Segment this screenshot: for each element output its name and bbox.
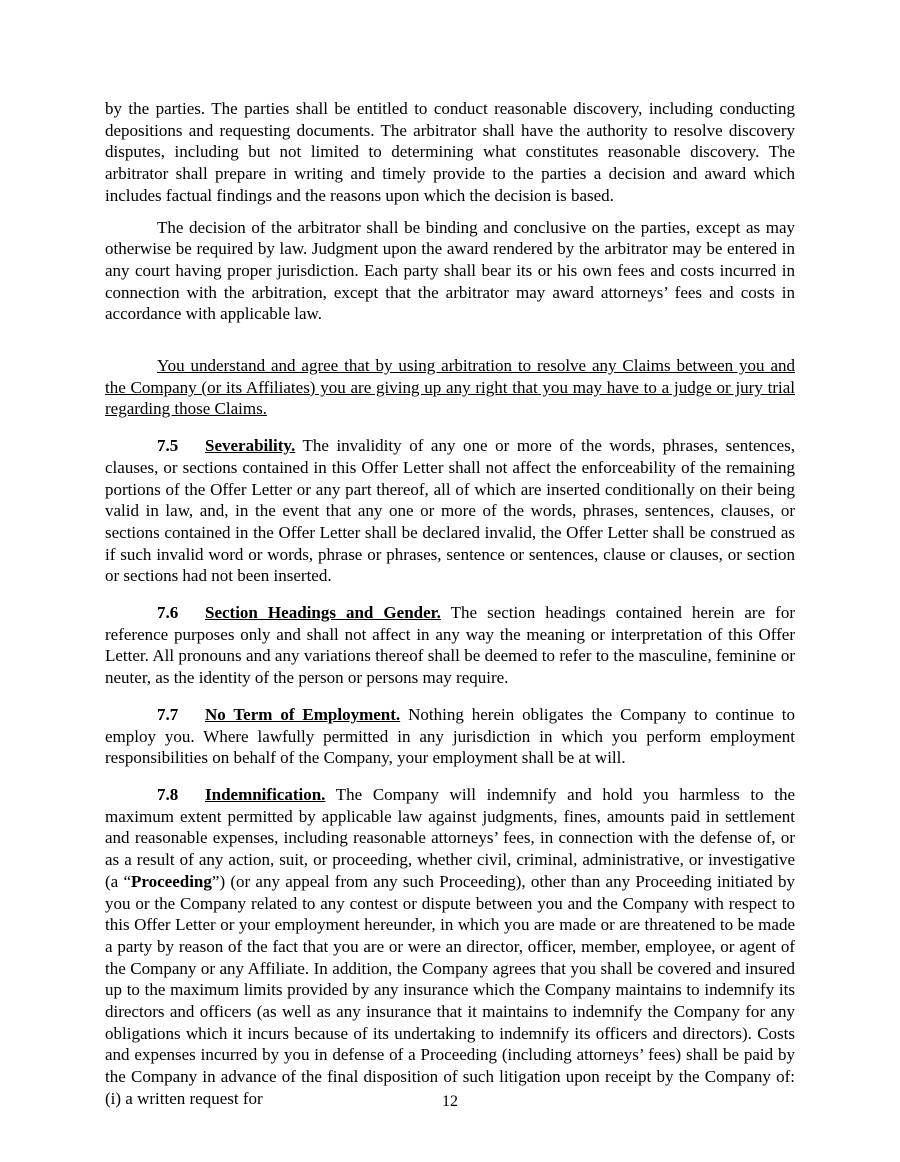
- para-discovery-text: by the parties. The parties shall be entitled to conduct reasonable discovery, including conducting depositions and requesting documents. The arbitrator shall have the authority to resolve discovery disputes, including but not limited to determining what constitutes reasonable discovery. The arbitrator shall prepare in writing and timely provide to the parties a decision and award which includes factual findings and the reasons upon which the decision is based.: [105, 99, 795, 205]
- section-number: 7.6: [157, 603, 179, 623]
- section-number: 7.8: [157, 784, 179, 804]
- page-content: [105, 98, 795, 1125]
- section-body: Nothing herein obligates the Company to continue to employ you. Where lawfully permitted in any jurisdiction in which you perform employment responsibilities on behalf of the Company, your employment shall be at will.: [105, 704, 795, 768]
- section-heading: No Term of Employment.: [205, 704, 401, 724]
- section-7-7: [105, 704, 795, 769]
- para-jury-waiver: [105, 355, 795, 420]
- section-heading: Indemnification.: [205, 784, 326, 804]
- para-discovery: [105, 98, 795, 207]
- section-body-pre: The Company will indemnify and hold you harmless to the maximum extent permitted by applicable law against judgments, fines, amounts paid in settlement and reasonable expenses, including reasonable attorneys’ fees, in connection with the defense of, or as a result of any action, suit, or proceeding, whether civil, criminal, administrative, or investigative (a “: [105, 784, 795, 891]
- defined-term: Proceeding: [131, 871, 212, 891]
- section-body: The invalidity of any one or more of the words, phrases, sentences, clauses, or sections contained in this Offer Letter shall not affect the enforceability of the remaining portions of the Offer Letter or any part thereof, all of which are inserted conditionally on their being valid in law, and, in the event that any one or more of the words, phrases, sentences, clauses, or sections contained in the Offer Letter shall be declared invalid, the Offer Letter shall be construed as if such invalid word or words, phrase or phrases, sentence or sentences, clause or clauses, or section or sections had not been inserted.: [105, 436, 795, 586]
- para-jury-waiver-text: You understand and agree that by using arbitration to resolve any Claims between you and the Company (or its Affiliates) you are giving up any right that you may have to a judge or jury trial regarding those Claims.: [105, 356, 795, 419]
- para-arbitrator-decision: [105, 217, 795, 326]
- section-7-5: [105, 435, 795, 587]
- section-body-post: ”) (or any appeal from any such Proceeding), other than any Proceeding initiated by you or the Company related to any contest or dispute between you and the Company with respect to this Offer Letter or your employment hereunder, in which you are made or are threatened to be made a party by reason of the fact that you are or were an director, officer, member, employee, or agent of the Company or any Affiliate. In addition, the Company agrees that you shall be covered and insured up to the maximum limits provided by any insurance which the Company maintains to indemnify its directors and officers (as well as any insurance that it maintains to indemnify the Company for any obligations which it incurs because of its undertaking to indemnify its officers and directors). Costs and expenses incurred by you in defense of a Proceeding (including attorneys’ fees) shall be paid by the Company in advance of the final disposition of such litigation upon receipt by the Company of: (i) a written request for: [105, 871, 795, 1108]
- page-number: 12: [442, 1093, 458, 1110]
- section-heading: Section Headings and Gender.: [205, 603, 441, 623]
- section-body: The section headings contained herein are for reference purposes only and shall not affect in any way the meaning or interpretation of this Offer Letter. All pronouns and any variations thereof shall be deemed to refer to the masculine, feminine or neuter, as the identity of the person or persons may require.: [105, 603, 795, 688]
- section-7-6: [105, 602, 795, 689]
- section-number: 7.5: [157, 436, 179, 456]
- section-heading: Severability.: [205, 436, 296, 456]
- section-number: 7.7: [157, 704, 179, 724]
- para-arbitrator-decision-text: The decision of the arbitrator shall be binding and conclusive on the parties, except as may otherwise be required by law. Judgment upon the award rendered by the arbitrator may be entered in any court having proper jurisdiction. Each party shall bear its or his own fees and costs incurred in connection with the arbitration, except that the arbitrator may award attorneys’ fees and costs in accordance with applicable law.: [105, 217, 795, 324]
- section-7-8: [105, 784, 795, 1110]
